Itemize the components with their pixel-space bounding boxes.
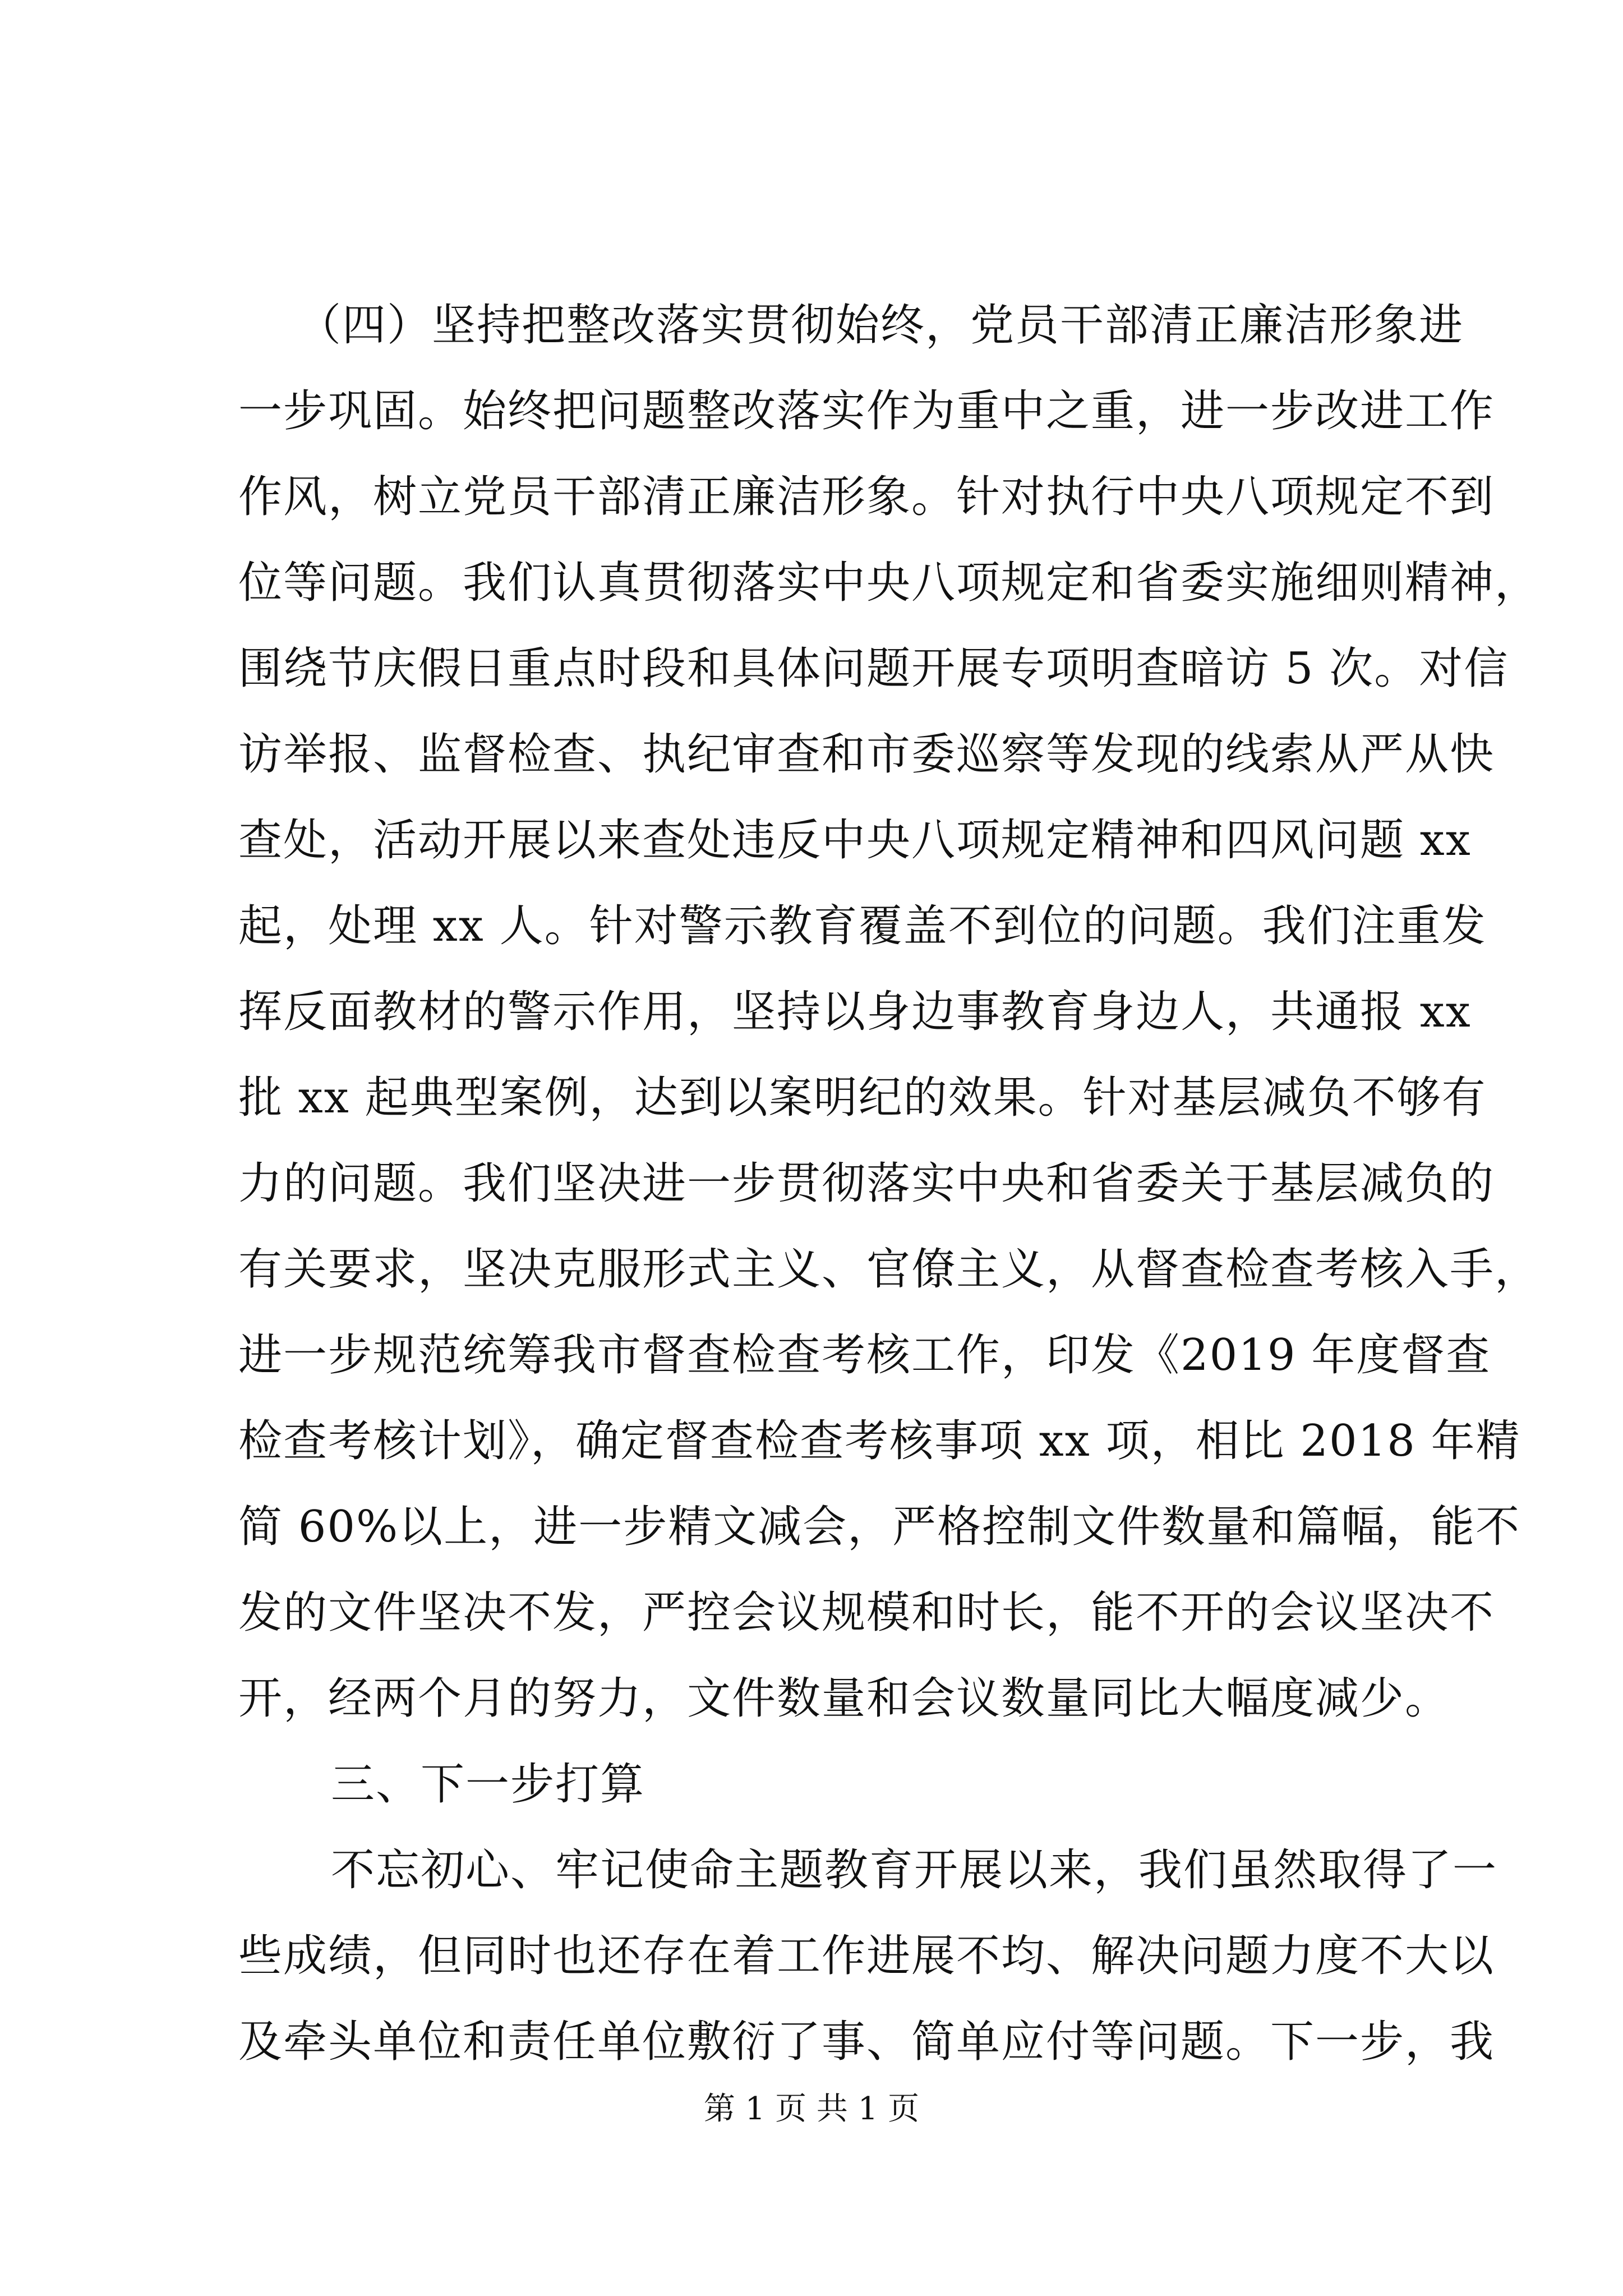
- text-line: 批 xx 起典型案例，达到以案明纪的效果。针对基层减负不够有: [238, 1073, 1487, 1123]
- text-line: 进一步规范统筹我市督查检查考核工作，印发《2019 年度督查: [238, 1330, 1491, 1381]
- text-line: 作风，树立党员干部清正廉洁形象。针对执行中央八项规定不到: [238, 472, 1495, 522]
- text-line: 及牵头单位和责任单位敷衍了事、简单应付等问题。下一步，我: [238, 2017, 1495, 2067]
- text-line: 位等问题。我们认真贯彻落实中央八项规定和省委实施细则精神，: [238, 558, 1540, 608]
- paragraph-first-line: 不忘初心、牢记使命主题教育开展以来，我们虽然取得了一: [331, 1845, 1498, 1895]
- text-line: 起，处理 xx 人。针对警示教育覆盖不到位的问题。我们注重发: [238, 901, 1487, 951]
- text-line: 一步巩固。始终把问题整改落实作为重中之重，进一步改进工作: [238, 386, 1495, 436]
- text-line: 发的文件坚决不发，严控会议规模和时长，能不开的会议坚决不: [238, 1588, 1495, 1638]
- text-line: 围绕节庆假日重点时段和具体问题开展专项明查暗访 5 次。对信: [238, 643, 1509, 694]
- text-line: 检查考核计划》，确定督查检查考核事项 xx 项，相比 2018 年精: [238, 1416, 1521, 1466]
- text-line: 开，经两个月的努力，文件数量和会议数量同比大幅度减少。: [238, 1673, 1450, 1724]
- text-line: 访举报、监督检查、执纪审查和市委巡察等发现的线索从严从快: [238, 729, 1495, 780]
- paragraph-4-heading-line: （四）坚持把整改落实贯彻始终，党员干部清正廉洁形象进: [297, 300, 1464, 351]
- text-line: 简 60%以上，进一步精文减会，严格控制文件数量和篇幅，能不: [238, 1502, 1521, 1552]
- page-footer: 第 1 页 共 1 页: [703, 2091, 920, 2127]
- text-line: 有关要求，坚决克服形式主义、官僚主义，从督查检查考核入手，: [238, 1244, 1540, 1295]
- text-line: 力的问题。我们坚决进一步贯彻落实中央和省委关于基层减负的: [238, 1158, 1495, 1209]
- section-heading: 三、下一步打算: [331, 1759, 645, 1810]
- text-line: 挥反面教材的警示作用，坚持以身边事教育身边人，共通报 xx: [238, 987, 1472, 1037]
- text-line: 些成绩，但同时也还存在着工作进展不均、解决问题力度不大以: [238, 1931, 1495, 1981]
- text-line: 查处，活动开展以来查处违反中央八项规定精神和四风问题 xx: [238, 815, 1472, 866]
